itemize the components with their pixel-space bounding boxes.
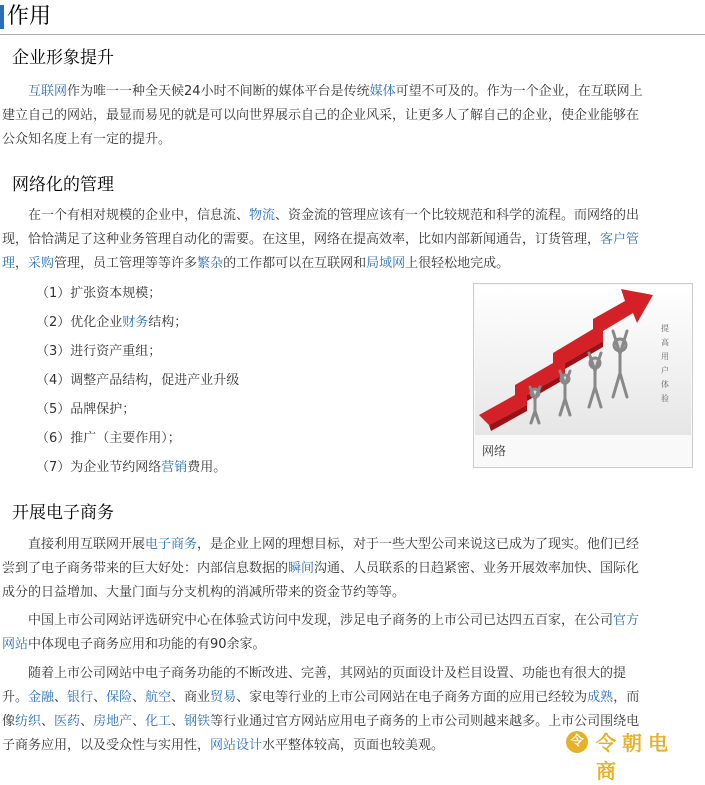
text-run: 、 [93, 690, 107, 705]
text-run: 、 [132, 690, 146, 705]
inline-link[interactable]: 互联网 [28, 84, 68, 99]
text-line [2, 228, 690, 252]
text-run: 、 [41, 714, 55, 729]
inline-link[interactable]: 采购 [28, 256, 55, 271]
inline-link[interactable]: 瞬间 [288, 561, 315, 576]
list-item [36, 371, 239, 391]
growth-arrow-illustration [475, 285, 691, 435]
vertical-text-char: 高 [661, 338, 669, 347]
text-line [2, 128, 690, 152]
inline-link[interactable]: 保险 [106, 690, 133, 705]
text-run: （4）调整产品结构，促进产业升级 [36, 373, 240, 388]
inline-link[interactable]: 金融 [28, 690, 55, 705]
text-run: 中国上市公司网站评选研究中心在体验式访问中发现，涉足电子商务的上市公司已达四五百家，在公司 [2, 613, 614, 628]
text-run: 作为唯一一种全天候24小时不间断的媒体平台是传统 [67, 84, 370, 99]
text-run: （1）扩张资本规模； [36, 286, 162, 301]
vertical-text-char: 验 [661, 394, 669, 403]
inline-link[interactable]: 繁杂 [197, 256, 224, 271]
text-run: （7）为企业节约网络 [36, 460, 162, 475]
text-run: 费用。 [187, 460, 227, 475]
inline-link[interactable]: 航空 [145, 690, 172, 705]
text-run: （5）品牌保护； [36, 402, 136, 417]
inline-link[interactable]: 官方 [613, 613, 640, 628]
text-run: （6）推广（主要作用）； [36, 431, 181, 446]
text-run: ， [15, 256, 29, 271]
section-heading-ecommerce: 开展电子商务 [12, 503, 114, 523]
text-run: 水平整体较高，页面也较美观。 [262, 738, 445, 753]
inline-link[interactable]: 理 [2, 256, 16, 271]
text-run: 升。 [2, 690, 29, 705]
inline-link[interactable]: 钢铁 [184, 714, 211, 729]
text-run: 、 [171, 714, 185, 729]
section-heading-management: 网络化的管理 [12, 175, 114, 195]
paragraph [2, 80, 690, 152]
inline-link[interactable]: 物流 [249, 208, 276, 223]
paragraph [2, 533, 690, 605]
text-line [2, 104, 690, 128]
text-run: 的工作都可以在互联网和 [223, 256, 367, 271]
list-item [36, 400, 135, 420]
text-line [2, 662, 690, 686]
text-line [2, 609, 690, 633]
text-run: 上很轻松地完成。 [405, 256, 510, 271]
list-item [36, 429, 181, 449]
section-heading-brand: 企业形象提升 [12, 48, 114, 68]
text-run: 沟通、人员联系的日趋紧密、业务开展效率加快、国际化 [314, 561, 640, 576]
figure-network [473, 283, 693, 468]
list-item [36, 342, 161, 362]
text-run: 可望不可及的。作为一个企业，在互联网上 [395, 84, 643, 99]
figure-caption: 网络 [482, 444, 507, 458]
text-run: 成分的日益增加、大量门面与分支机构的消减所带来的资金节约等等。 [2, 585, 406, 600]
inline-link[interactable]: 财务 [122, 315, 149, 330]
inline-link[interactable]: 纺织 [15, 714, 42, 729]
watermark-logo [566, 729, 698, 783]
text-run: 、商业 [171, 690, 211, 705]
text-line [2, 686, 690, 710]
inline-link[interactable]: 营销 [161, 460, 188, 475]
text-run: 中体现电子商务应用和功能的有90余家。 [28, 637, 266, 652]
text-line [2, 252, 690, 276]
text-run: 现，恰恰满足了这种业务管理自动化的需要。在这里，网络在提高效率，比如内部新闻通告，订货管理， [2, 232, 601, 247]
text-line [2, 533, 690, 557]
vertical-text-char: 户 [661, 366, 669, 375]
text-run: 像 [2, 714, 16, 729]
page-title: 作用 [7, 4, 52, 29]
text-run [2, 84, 28, 99]
text-line [2, 80, 690, 104]
text-line [2, 633, 690, 657]
vertical-text-char: 用 [661, 352, 669, 361]
vertical-text-char: 体 [661, 380, 669, 389]
text-run: 管理，员工管理等等许多 [54, 256, 198, 271]
inline-link[interactable]: 电子商务 [145, 537, 198, 552]
inline-link[interactable]: 医药 [54, 714, 81, 729]
watermark-coin-icon: 令 [566, 731, 588, 753]
text-run: 、 [80, 714, 94, 729]
inline-link[interactable]: 局域网 [366, 256, 406, 271]
text-run: 子商务应用，以及受众性与实用性， [2, 738, 211, 753]
list-item [36, 284, 161, 304]
text-line [2, 581, 690, 605]
text-run: ，是企业上网的理想目标，对于一些大型公司来说这已成为了现实。他们已经 [197, 537, 640, 552]
inline-link[interactable]: 网站 [2, 637, 29, 652]
vertical-text-char: 提 [661, 324, 669, 333]
text-line [2, 557, 690, 581]
page-title-header [0, 2, 705, 35]
list-item [36, 458, 226, 478]
inline-link[interactable]: 化工 [145, 714, 172, 729]
paragraph [2, 609, 690, 657]
inline-link[interactable]: 客户管 [600, 232, 640, 247]
text-run: 直接利用互联网开展 [2, 537, 146, 552]
text-run: 、 [54, 690, 68, 705]
title-accent-bar [0, 5, 4, 29]
inline-link[interactable]: 网站设计 [210, 738, 263, 753]
text-run: 在一个有相对规模的企业中，信息流、 [2, 208, 250, 223]
inline-link[interactable]: 房地产 [93, 714, 133, 729]
text-run: 公众知名度上有一定的提升。 [2, 132, 172, 147]
inline-link[interactable]: 成熟 [587, 690, 614, 705]
text-run: 结构； [148, 315, 188, 330]
watermark-text: 令朝电商 [596, 731, 674, 783]
text-run: 尝到了电子商务带来的巨大好处：内部信息数据的 [2, 561, 289, 576]
text-run: （2）优化企业 [36, 315, 123, 330]
text-run: 、 [132, 714, 146, 729]
text-run: 、资金流的管理应该有一个比较规范和科学的流程。而网络的出 [275, 208, 640, 223]
text-run: 等行业通过官方网站应用电子商务的上市公司则越来越多。上市公司围绕电 [210, 714, 640, 729]
text-line [2, 204, 690, 228]
inline-link[interactable]: 贸易 [210, 690, 237, 705]
text-run: 、家电等行业的上市公司网站在电子商务方面的应用已经较为 [236, 690, 588, 705]
text-run: （3）进行资产重组； [36, 344, 162, 359]
list-item [36, 313, 187, 333]
text-run: 随着上市公司网站中电子商务功能的不断改进、完善，其网站的页面设计及栏目设置、功能也有很大的提 [2, 666, 627, 681]
paragraph [2, 204, 690, 276]
text-run: ，而 [613, 690, 640, 705]
inline-link[interactable]: 银行 [67, 690, 94, 705]
text-run: 建立自己的网站，最显而易见的就是可以向世界展示自己的企业风采，让更多人了解自己的企业，使企业能够在 [2, 108, 640, 123]
inline-link[interactable]: 媒体 [369, 84, 396, 99]
